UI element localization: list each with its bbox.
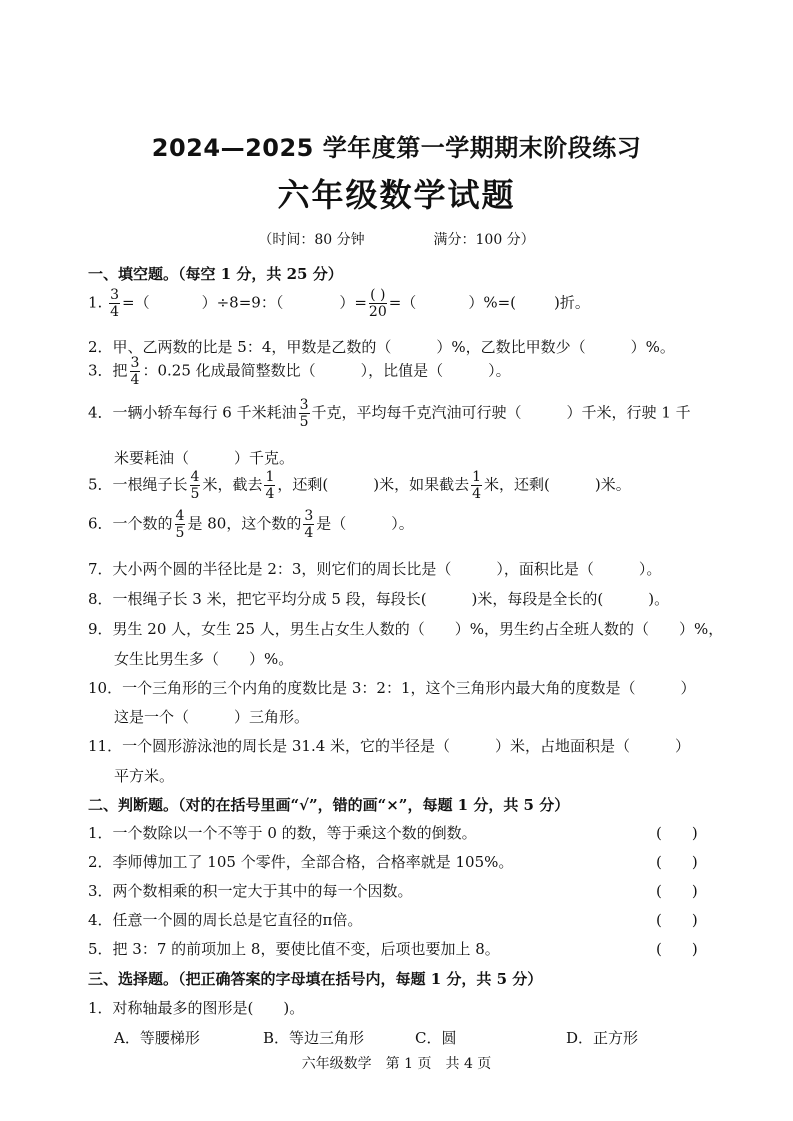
- exam-score: 满分：100 分）: [433, 232, 535, 248]
- answer-paren: ( ): [656, 911, 698, 929]
- answer-paren: ( ): [656, 882, 698, 900]
- question-6: 6．一个数的 $\frac{4}{5}$ 是 80，这个数的 $\frac{3}{4}$ 是（ ）。: [88, 508, 414, 541]
- fraction: $\frac{1}{4}$: [265, 469, 275, 502]
- question-10: 10．一个三角形的三个内角的度数比是 3：2：1，这个三角形内最大角的度数是（ ）: [88, 679, 696, 697]
- exam-title: 2024—2025 学年度第一学期期末阶段练习: [151, 134, 642, 162]
- question-8: 8．一根绳子长 3 米，把它平均分成 5 段，每段长( )米，每段是全长的( )。: [88, 590, 670, 608]
- exam-subtitle: 六年级数学试题: [277, 176, 516, 214]
- section2-heading: 二、判断题。（对的在括号里画“√”，错的画“×”，每题 1 分，共 5 分）: [88, 796, 570, 814]
- question-4-cont: 米要耗油（ ）千克。: [114, 449, 295, 467]
- answer-paren: ( ): [656, 824, 698, 842]
- option-d: D．正方形: [566, 1029, 639, 1047]
- question-2: 2．甲、乙两数的比是 5：4，甲数是乙数的（ ）%，乙数比甲数少（ ）%。: [88, 338, 675, 356]
- option-a: A．等腰梯形: [114, 1029, 200, 1047]
- question-9: 9．男生 20 人，女生 25 人，男生占女生人数的（ ）%，男生约占全班人数的（ ）%，: [88, 620, 724, 638]
- fraction: $\frac{3}{4}$: [110, 287, 120, 320]
- choice-question-1: 1．对称轴最多的图形是( )。: [88, 999, 305, 1017]
- q1-number: 1.: [88, 293, 103, 312]
- fraction: $\frac{4}{5}$: [190, 469, 200, 502]
- judge-item-1: 1．一个数除以一个不等于 0 的数，等于乘这个数的倒数。: [88, 824, 477, 842]
- fraction: $\frac{4}{5}$: [175, 508, 185, 541]
- fraction: $\frac{3}{4}$: [304, 508, 314, 541]
- question-10-cont: 这是一个（ ）三角形。: [114, 708, 310, 726]
- question-7: 7．大小两个圆的半径比是 2：3，则它们的周长比是（ ），面积比是（ ）。: [88, 560, 662, 578]
- section1-heading: 一、填空题。（每空 1 分，共 25 分）: [88, 265, 343, 283]
- question-5: 5．一根绳子长 $\frac{4}{5}$ 米，截去 $\frac{1}{4}$ ，还剩( )米，如果截去 $\frac{1}{4}$ 米，还剩( )米。: [88, 469, 631, 502]
- fraction: $\frac{3}{4}$: [130, 355, 140, 388]
- fraction: $\frac{3}{5}$: [299, 397, 309, 430]
- question-11: 11．一个圆形游泳池的周长是 31.4 米，它的半径是（ ）米，占地面积是（ ）: [88, 737, 691, 755]
- section3-heading: 三、选择题。（把正确答案的字母填在括号内，每题 1 分，共 5 分）: [88, 970, 543, 988]
- answer-paren: ( ): [656, 940, 698, 958]
- judge-item-4: 4．任意一个圆的周长总是它直径的π倍。: [88, 911, 363, 929]
- judge-item-3: 3．两个数相乘的积一定大于其中的每一个因数。: [88, 882, 413, 900]
- question-9-cont: 女生比男生多（ ）%。: [114, 650, 294, 668]
- answer-paren: ( ): [656, 853, 698, 871]
- question-1: 1. $\frac{3}{4}$ =（ ）÷8=9：（ ）= $\frac{( )}{20}$ =（ ）%=( )折。: [88, 287, 590, 320]
- question-3: 3．把 $\frac{3}{4}$ ：0.25 化成最简整数比（ ），比值是（ ）。: [88, 355, 511, 388]
- exam-time: （时间：80 分钟: [258, 232, 365, 248]
- page-footer: 六年级数学 第 1 页 共 4 页: [301, 1056, 492, 1072]
- judge-item-5: 5．把 3：7 的前项加上 8，要使比值不变，后项也要加上 8。: [88, 940, 500, 958]
- option-b: B．等边三角形: [263, 1029, 365, 1047]
- exam-meta: [0, 229, 793, 249]
- option-c: C．圆: [415, 1029, 457, 1047]
- question-11-cont: 平方米。: [114, 767, 175, 785]
- fraction: $\frac{1}{4}$: [472, 469, 482, 502]
- judge-item-2: 2．李师傅加工了 105 个零件，全部合格，合格率就是 105%。: [88, 853, 514, 871]
- question-4: 4．一辆小轿车每行 6 千米耗油 $\frac{3}{5}$ 千克，平均每千克汽油可行驶（ ）千米，行驶 1 千: [88, 397, 691, 430]
- fraction: $\frac{( )}{20}$: [368, 287, 387, 320]
